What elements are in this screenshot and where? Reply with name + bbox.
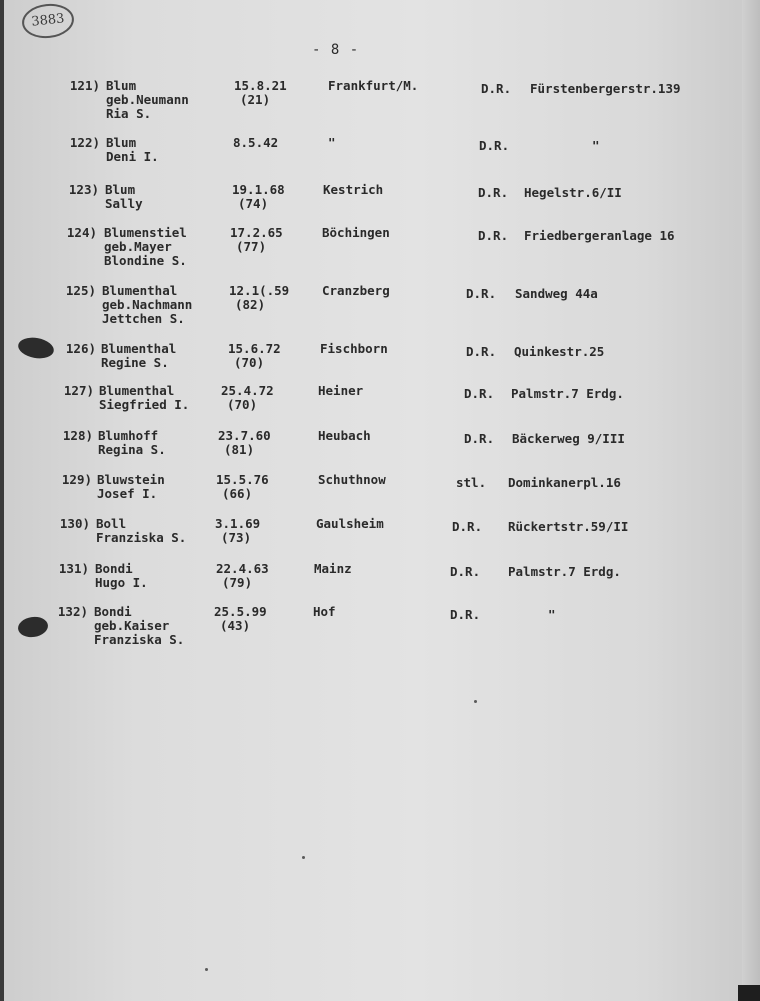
page-edge-margin: [742, 0, 760, 1001]
status-prefix: D.R.: [481, 81, 512, 96]
birth-date-value: 22.4.63: [216, 561, 269, 576]
age-value: (79): [222, 575, 253, 590]
birth-place: Heiner: [318, 383, 364, 398]
name-line: Siegfried I.: [99, 397, 190, 412]
birth-place: Cranzberg: [322, 283, 390, 298]
birth-date: [215, 517, 295, 545]
person-name: [98, 429, 166, 457]
birth-place: Kestrich: [323, 182, 384, 197]
name-line: Blum: [106, 135, 137, 150]
entry-number: 122): [69, 135, 100, 150]
person-name: [104, 226, 187, 268]
birth-place: Mainz: [314, 561, 352, 576]
birth-date: [218, 429, 298, 457]
status-prefix: D.R.: [478, 228, 509, 243]
person-name: [106, 136, 159, 164]
birth-date: [216, 473, 296, 501]
birth-date-value: 19.1.68: [232, 182, 285, 197]
ink-speck: [302, 856, 305, 859]
name-line: Ria S.: [106, 106, 152, 121]
street-address: Friedbergeranlage 16: [524, 228, 675, 243]
status-prefix: D.R.: [466, 286, 497, 301]
entry-number: 125): [65, 283, 96, 298]
name-line: Franziska S.: [94, 632, 185, 647]
birth-date-value: 15.6.72: [228, 341, 281, 356]
name-line: geb.Kaiser: [94, 618, 170, 633]
birth-date: [214, 605, 294, 633]
name-line: geb.Mayer: [104, 239, 172, 254]
entry-number: 127): [63, 383, 94, 398]
status-prefix: D.R.: [450, 564, 481, 579]
birth-place: Böchingen: [322, 225, 390, 240]
name-line: Blumhoff: [98, 428, 159, 443]
street-address: Hegelstr.6/II: [524, 185, 622, 200]
birth-date: [230, 226, 310, 254]
birth-place: Gaulsheim: [316, 516, 384, 531]
birth-place: Hof: [313, 604, 336, 619]
name-line: Regina S.: [98, 442, 166, 457]
age-value: (70): [227, 397, 258, 412]
name-line: Bondi: [94, 604, 132, 619]
entry-number: 131): [58, 561, 89, 576]
status-prefix: D.R.: [450, 607, 481, 622]
name-line: Blum: [106, 78, 137, 93]
birth-date-value: 15.5.76: [216, 472, 269, 487]
birth-place: Frankfurt/M.: [328, 78, 419, 93]
name-line: Hugo I.: [95, 575, 148, 590]
birth-place: Heubach: [318, 428, 371, 443]
birth-date: [233, 136, 313, 150]
age-value: (73): [221, 530, 252, 545]
age-value: (43): [220, 618, 251, 633]
birth-date: [232, 183, 312, 211]
name-line: Regine S.: [101, 355, 169, 370]
name-line: Franziska S.: [96, 530, 187, 545]
archive-number-stamp: 3883: [20, 1, 75, 40]
birth-place: Schuthnow: [318, 472, 386, 487]
status-prefix: D.R.: [479, 138, 510, 153]
person-name: [94, 605, 184, 647]
name-line: Blumenstiel: [104, 225, 187, 240]
birth-date: [221, 384, 301, 412]
page-number: - 8 -: [312, 42, 360, 58]
name-line: Bluwstein: [97, 472, 165, 487]
status-prefix: D.R.: [464, 431, 495, 446]
street-address: Dominkanerpl.16: [508, 475, 621, 490]
entry-number: 123): [68, 182, 99, 197]
status-prefix: D.R.: [478, 185, 509, 200]
birth-place: Fischborn: [320, 341, 388, 356]
entry-number: 126): [65, 341, 96, 356]
age-value: (70): [234, 355, 265, 370]
birth-date: [234, 79, 314, 107]
name-line: Boll: [96, 516, 127, 531]
entry-number: 132): [57, 604, 88, 619]
person-name: [106, 79, 189, 121]
street-address: ": [548, 607, 556, 622]
status-prefix: stl.: [456, 475, 487, 490]
person-name: [97, 473, 165, 501]
page-corner-shadow: [738, 985, 760, 1001]
street-address: Rückertstr.59/II: [508, 519, 629, 534]
birth-date-value: 23.7.60: [218, 428, 271, 443]
age-value: (74): [238, 196, 269, 211]
street-address: Sandweg 44a: [515, 286, 598, 301]
street-address: Bäckerweg 9/III: [512, 431, 625, 446]
person-name: [96, 517, 186, 545]
person-name: [102, 284, 192, 326]
birth-date-value: 25.5.99: [214, 604, 267, 619]
age-value: (66): [222, 486, 253, 501]
birth-date: [229, 284, 309, 312]
birth-date-value: 17.2.65: [230, 225, 283, 240]
name-line: Blumenthal: [102, 283, 178, 298]
street-address: Fürstenbergerstr.139: [530, 81, 681, 96]
name-line: Jettchen S.: [102, 311, 185, 326]
birth-date: [216, 562, 296, 590]
street-address: ": [592, 138, 600, 153]
status-prefix: D.R.: [464, 386, 495, 401]
person-name: [105, 183, 143, 211]
birth-date: [228, 342, 308, 370]
birth-date-value: 8.5.42: [233, 135, 279, 150]
birth-place: ": [328, 135, 336, 150]
name-line: Deni I.: [106, 149, 159, 164]
age-value: (82): [235, 297, 266, 312]
name-line: Blondine S.: [104, 253, 187, 268]
page-edge-shadow: [0, 0, 4, 1001]
name-line: Blumenthal: [99, 383, 175, 398]
ink-speck: [205, 968, 208, 971]
person-name: [101, 342, 176, 370]
name-line: Blum: [105, 182, 136, 197]
entry-number: 124): [66, 225, 97, 240]
birth-date-value: 12.1(.59: [229, 283, 290, 298]
birth-date-value: 15.8.21: [234, 78, 287, 93]
street-address: Palmstr.7 Erdg.: [508, 564, 621, 579]
status-prefix: D.R.: [452, 519, 483, 534]
name-line: geb.Neumann: [106, 92, 189, 107]
status-prefix: D.R.: [466, 344, 497, 359]
street-address: Palmstr.7 Erdg.: [511, 386, 624, 401]
name-line: Josef I.: [97, 486, 158, 501]
name-line: Blumenthal: [101, 341, 177, 356]
ink-speck: [474, 700, 477, 703]
age-value: (77): [236, 239, 267, 254]
birth-date-value: 25.4.72: [221, 383, 274, 398]
name-line: Sally: [105, 196, 143, 211]
entry-number: 128): [62, 428, 93, 443]
name-line: Bondi: [95, 561, 133, 576]
street-address: Quinkestr.25: [514, 344, 605, 359]
entry-number: 129): [61, 472, 92, 487]
entry-number: 121): [69, 78, 100, 93]
person-name: [99, 384, 189, 412]
age-value: (81): [224, 442, 255, 457]
name-line: geb.Nachmann: [102, 297, 193, 312]
age-value: (21): [240, 92, 271, 107]
birth-date-value: 3.1.69: [215, 516, 261, 531]
person-name: [95, 562, 148, 590]
entry-number: 130): [59, 516, 90, 531]
